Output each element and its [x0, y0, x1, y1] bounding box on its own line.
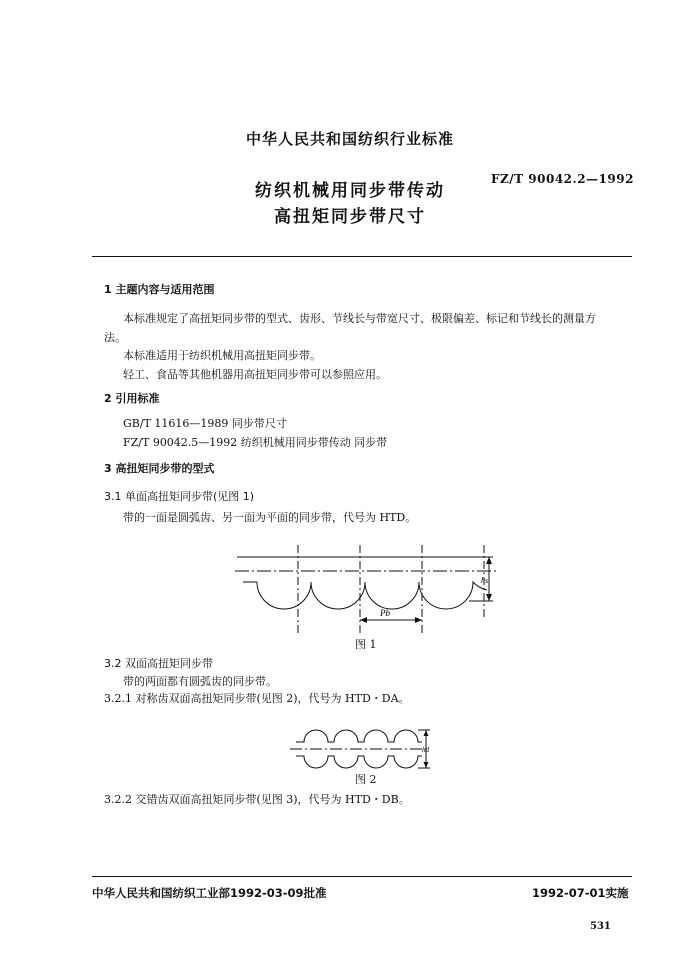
section-3-2-2-text: 3.2.2 交错齿双面高扭矩同步带(见图 3)，代号为 HTD・DB。 [104, 793, 410, 806]
footer-rule [92, 876, 632, 877]
section-3-heading: 3 高扭矩同步带的型式 [104, 462, 215, 475]
reference-item: FZ/T 90042.5—1992 纺织机械用同步带传动 同步带 [123, 436, 388, 449]
approval-line: 中华人民共和国纺织工业部1992-03-09批准 [92, 886, 327, 900]
section-1-heading: 1 主题内容与适用范围 [104, 283, 215, 296]
document-title-line2: 高扭矩同步带尺寸 [274, 207, 426, 227]
figure-1-caption: 图 1 [355, 638, 377, 651]
section-1-para1-line2: 法。 [104, 331, 126, 344]
figure-1-label-hs: hs [481, 576, 489, 585]
figure-2-caption: 图 2 [355, 773, 377, 786]
document-title-line1: 纺织机械用同步带传动 [255, 181, 445, 201]
section-3-1-text: 带的一面是圆弧齿、另一面为平面的同步带，代号为 HTD。 [123, 511, 417, 524]
figure-1-label-pb: Pb [380, 608, 390, 618]
header-rule [92, 256, 632, 257]
section-1-para1-line1: 本标准规定了高扭矩同步带的型式、齿形、节线长与带宽尺寸、极限偏差、标记和节线长的测量方 [123, 312, 596, 325]
figure-2-label-hd: hd [422, 746, 429, 754]
standard-number: FZ/T 90042.2—1992 [491, 172, 634, 186]
figure-1-single-sided-htd-belt [235, 540, 515, 640]
section-3-2-text: 带的两面都有圆弧齿的同步带。 [123, 675, 277, 688]
section-1-para2: 本标准适用于纺织机械用高扭矩同步带。 [123, 349, 321, 362]
page-number: 531 [590, 921, 611, 932]
section-3-2-1-text: 3.2.1 对称齿双面高扭矩同步带(见图 2)，代号为 HTD・DA。 [104, 692, 410, 705]
issuing-body: 中华人民共和国纺织行业标准 [245, 130, 454, 148]
reference-item: GB/T 11616—1989 同步带尺寸 [123, 417, 287, 430]
section-2-heading: 2 引用标准 [104, 392, 160, 405]
section-1-para3: 轻工、食品等其他机器用高扭矩同步带可以参照应用。 [123, 368, 387, 381]
implementation-date: 1992-07-01实施 [532, 886, 629, 900]
section-3-1-heading: 3.1 单面高扭矩同步带(见图 1) [104, 490, 255, 503]
section-3-2-heading: 3.2 双面高扭矩同步带 [104, 657, 213, 670]
